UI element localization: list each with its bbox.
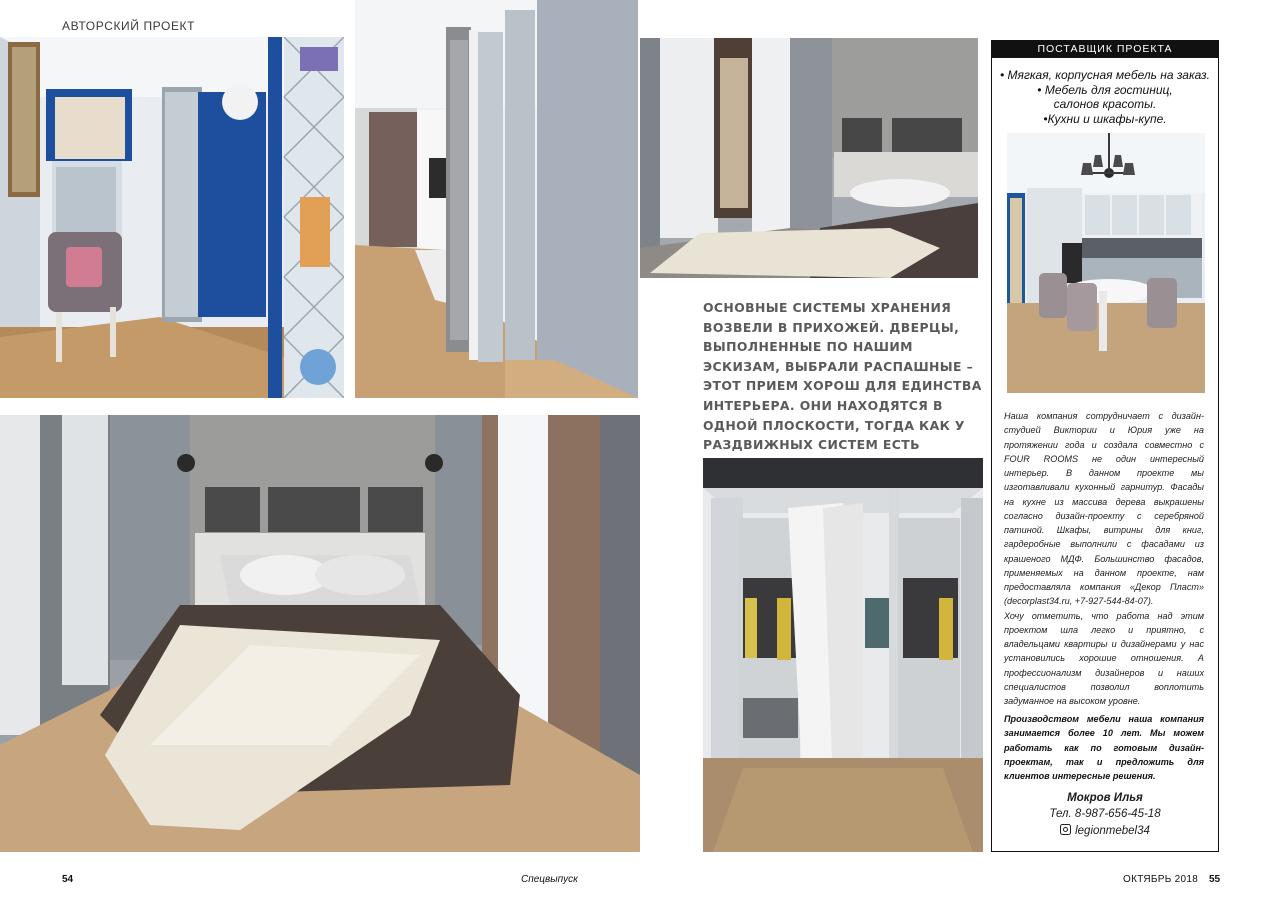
service-item: •Кухни и шкафы-купе.	[1043, 111, 1167, 126]
right-page-number: 55	[1209, 874, 1221, 885]
issue-date: ОКТЯБРЬ 2018	[1123, 874, 1199, 885]
body-paragraph: Наша компания сотрудничает с дизайн-студией Виктории и Юрия уже на протяжении года и создала совместно с FOUR ROOMS не один интересный интерьер. В данном проекте мы изготавливали кухонный гарнитур. Фасады на кухне из массива дерева выкрашены согласно дизайн-проекту с серебряной патиной. Шкафы, витрины для книг, гардеробные выполнили с фасадами из крашеного МДФ. Большинство фасадов, применяемых на данном проекте, нам предоставляла компания «Декор Пласт» (decorplast34.ru, +7-927-544-84-07).	[1004, 411, 1204, 607]
photo-kitchen	[1007, 133, 1205, 393]
photo-bedroom-small	[640, 38, 978, 278]
supplier-box	[991, 40, 1219, 852]
service-item: • Мягкая, корпусная мебель на заказ.	[1000, 68, 1210, 82]
supplier-bold-paragraph: Производством мебели наша компания занимается более 10 лет. Мы можем работать как по готовым дизайн-проектам, так и предложить для клиентов интересные решения.	[1004, 714, 1204, 781]
service-item: салонов красоты.	[1053, 97, 1157, 111]
instagram-icon	[1060, 824, 1071, 835]
photo-hallway	[0, 37, 344, 398]
photo-wardrobe	[703, 458, 983, 852]
service-item: • Мебель для гостиниц,	[1037, 82, 1173, 97]
supplier-title: ПОСТАВЩИК ПРОЕКТА	[992, 41, 1218, 58]
instagram-handle: legionmebel34	[1075, 825, 1150, 837]
photo-corridor	[355, 0, 638, 398]
issue-label: Спецвыпуск	[521, 874, 578, 885]
photo-bedroom-main	[0, 415, 640, 852]
services-list	[992, 68, 1218, 126]
contact-instagram	[992, 824, 1218, 837]
contact-name: Мокров Илья	[1067, 792, 1143, 804]
pull-quote: ОСНОВНЫЕ СИСТЕМЫ ХРАНЕНИЯ ВОЗВЕЛИ В ПРИХОЖЕЙ. ДВЕРЦЫ, ВЫПОЛНЕННЫЕ ПО НАШИМ ЭСКИЗАМ, ВЫБРАЛИ РАСПАШНЫЕ – ЭТОТ ПРИЕМ ХОРОШ ДЛЯ ЕДИНСТВА ИНТЕРЬЕРА. ОНИ НАХОДЯТСЯ В ОДНОЙ ПЛОСКОСТИ, ТОГДА КАК У РАЗДВИЖНЫХ СИСТЕМ ЕСТЬ	[703, 300, 982, 453]
section-label: АВТОРСКИЙ ПРОЕКТ	[62, 19, 196, 33]
contact-phone: Тел. 8-987-656-45-18	[1049, 808, 1161, 820]
left-page-number: 54	[62, 874, 74, 885]
body-paragraph: Хочу отметить, что работа над этим проектом шла легко и приятно, с владельцами квартиры и дизайнерами у нас установились хорошие отношения. А профессионализм дизайнеров и наших специалистов позволил воплотить задуманное на высоком уровне.	[1004, 610, 1204, 706]
supplier-body	[1004, 409, 1204, 708]
